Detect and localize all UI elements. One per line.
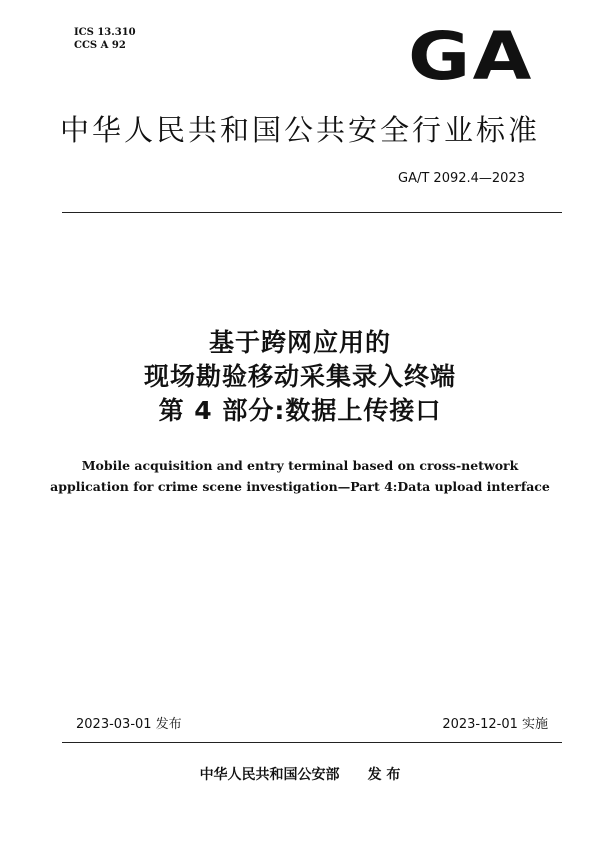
chinese-title-line: 第 4 部分:数据上传接口 — [158, 396, 442, 425]
bottom-divider — [62, 742, 562, 743]
category-title: 中华人民共和国公共安全行业标准 — [59, 113, 540, 147]
chinese-title-line: 基于跨网应用的 — [208, 328, 391, 357]
issuer-name: 中华人民共和国公安部 — [199, 767, 340, 783]
issuer-action: 发 布 — [367, 767, 401, 783]
chinese-title — [0, 326, 600, 428]
top-divider — [62, 212, 562, 213]
ics-code: ICS 13.310 — [74, 27, 136, 38]
english-title — [0, 455, 600, 497]
implementation-date: 2023-12-01 实施 — [442, 717, 548, 732]
standard-number: GA/T 2092.4—2023 — [398, 171, 525, 186]
issue-date: 2023-03-01 发布 — [76, 717, 182, 732]
ccs-code: CCS A 92 — [74, 40, 126, 51]
classification-codes — [74, 26, 136, 52]
chinese-title-line: 现场勘验移动采集录入终端 — [143, 362, 456, 391]
english-title-line: application for crime scene investigation—Part 4:Data upload interface — [50, 479, 550, 494]
english-title-line: Mobile acquisition and entry terminal based on cross-network — [81, 458, 519, 473]
ga-logo: GA — [408, 18, 534, 95]
issuer-line — [0, 766, 600, 784]
